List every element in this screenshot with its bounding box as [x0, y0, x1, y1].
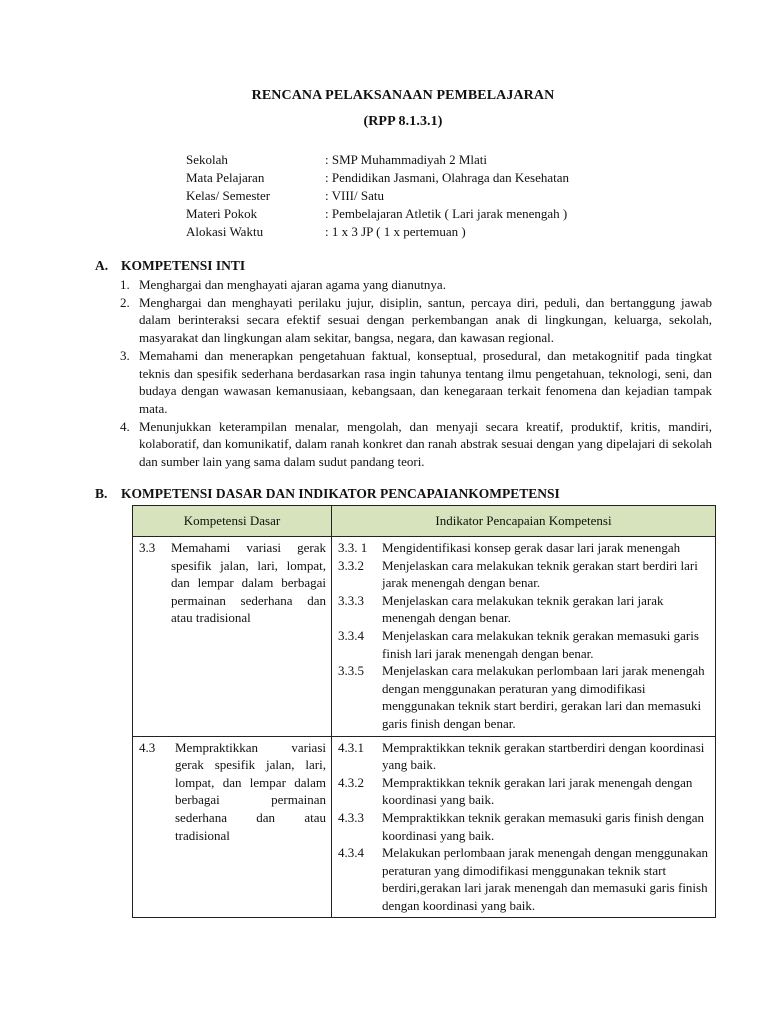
indicator-item [338, 539, 710, 557]
info-value: : 1 x 3 JP ( 1 x pertemuan ) [325, 224, 466, 239]
info-value: : Pembelajaran Atletik ( Lari jarak menengah ) [325, 206, 568, 221]
kd-number: 3.3 [139, 540, 156, 555]
info-label: Sekolah [186, 152, 228, 167]
indicator-item [338, 844, 710, 914]
indicator-number: 3.3.5 [338, 663, 364, 679]
indicator-text: Menjelaskan cara melakukan perlombaan lari jarak menengah dengan menggunakan peraturan yang dimodifikasi menggunakan teknik start berdiri, gerakan lari dan memasuki garis finish dengan benar. [382, 663, 705, 731]
list-item [120, 294, 712, 347]
indicator-text: Mempraktikkan teknik gerakan startberdiri dengan koordinasi yang baik. [382, 739, 705, 773]
indicator-number: 3.3.4 [338, 627, 364, 643]
indicator-text: Mengidentifikasi konsep gerak dasar lari jarak menengah [382, 540, 681, 555]
info-row-class [186, 187, 569, 205]
kompetensi-inti-list [120, 276, 712, 471]
info-row-school [186, 151, 569, 169]
kd-number: 4.3 [139, 739, 156, 755]
identity-block [186, 151, 569, 241]
kd-text: Memahami variasi gerak spesifik jalan, lari, lompat, dan lempar dalam berbagai permainan sederhana dan atau tradisional [171, 540, 326, 626]
indicator-item [338, 627, 710, 662]
list-text: Menghargai dan menghayati perilaku jujur, disiplin, santun, percaya diri, peduli, dan bertanggung jawab dalam berinteraksi secara efektif sesuai dengan perkembangan anak di lingkungan, keluarga, sekolah, masyarakat dan lingkungan alam sekitar, bangsa, negara, dan kawasan regional. [139, 294, 712, 346]
list-text: Memahami dan menerapkan pengetahuan faktual, konseptual, prosedural, dan metakognitif pada tingkat teknis dan spesifik sederhana berdasarkan rasa ingin tahunya tentang ilmu pengetahuan, teknologi, seni, dan budaya dengan wawasan kemanusiaan, kebangsaan, dan kenegaraan terkait fenomena dan kejadian tampak mata. [139, 347, 712, 416]
kd-cell [133, 537, 332, 737]
indicator-number: 3.3. 1 [338, 540, 368, 555]
info-value: : Pendidikan Jasmani, Olahraga dan Kesehatan [325, 170, 570, 185]
table-row [133, 537, 716, 737]
indicator-cell [332, 736, 716, 918]
info-row-time [186, 223, 569, 241]
info-label: Materi Pokok [186, 206, 258, 221]
section-title: KOMPETENSI INTI [121, 258, 246, 273]
info-row-subject [186, 169, 569, 187]
indicator-text: Mempraktikkan teknik gerakan memasuki garis finish dengan koordinasi yang baik. [382, 809, 705, 843]
info-row-topic [186, 205, 569, 223]
section-letter: B. [95, 486, 108, 501]
table-row [133, 736, 716, 918]
indicator-item [338, 592, 710, 627]
indicator-text: Menjelaskan cara melakukan teknik gerakan lari jarak menengah dengan benar. [382, 592, 664, 626]
column-header-indicator: Indikator Pencapaian Kompetensi [332, 506, 716, 537]
info-value: : VIII/ Satu [325, 188, 384, 203]
kd-content [139, 539, 326, 627]
table-header-row [133, 506, 716, 537]
list-number: 3. [120, 347, 130, 363]
list-item [120, 276, 712, 294]
section-b-heading [95, 486, 560, 502]
kd-text: Mempraktikkan variasi gerak spesifik jalan, lari, lompat, dan lempar dalam berbagai permainan sederhana dan atau tradisional [175, 739, 326, 843]
indicator-item [338, 739, 710, 774]
indicator-text: Melakukan perlombaan jarak menengah dengan menggunakan peraturan yang dimodifikasi menggunakan teknik start berdiri,gerakan lari jarak menengah dan memasuki garis finish dengan koordinasi yang baik. [382, 845, 708, 913]
indicator-item [338, 662, 710, 732]
indicator-item [338, 557, 710, 592]
info-label: Mata Pelajaran [186, 170, 265, 185]
indicator-number: 4.3.2 [338, 774, 364, 790]
indicator-cell [332, 537, 716, 737]
info-label: Kelas/ Semester [186, 188, 271, 203]
indicator-text: Menjelaskan cara melakukan teknik gerakan memasuki garis finish lari jarak menengah dengan benar. [382, 627, 699, 661]
indicator-item [338, 809, 710, 844]
document-subtitle: (RPP 8.1.3.1) [363, 114, 443, 129]
indicator-number: 4.3.3 [338, 809, 364, 825]
column-header-kd: Kompetensi Dasar [133, 506, 332, 537]
section-letter: A. [95, 258, 109, 273]
list-item [120, 347, 712, 418]
list-number: 2. [120, 294, 130, 310]
section-title: KOMPETENSI DASAR DAN INDIKATOR PENCAPAIANKOMPETENSI [121, 486, 560, 501]
document-title: RENCANA PELAKSANAAN PEMBELAJARAN [251, 88, 555, 103]
list-text: Menunjukkan keterampilan menalar, mengolah, dan menyaji secara kreatif, produktif, kritis, mandiri, kolaboratif, dan komunikatif, dalam ranah konkret dan ranah abstrak sesuai dengan yang dipelajari di sekolah dan sumber lain yang sama dalam sudut pandang teori. [139, 418, 712, 470]
info-label: Alokasi Waktu [186, 224, 264, 239]
indicator-number: 4.3.4 [338, 845, 364, 861]
info-value: : SMP Muhammadiyah 2 Mlati [325, 152, 488, 167]
kd-indicator-table [132, 505, 716, 918]
indicator-text: Menjelaskan cara melakukan teknik gerakan start berdiri lari jarak menengah dengan benar. [382, 557, 698, 591]
list-text: Menghargai dan menghayati ajaran agama yang dianutnya. [139, 277, 446, 292]
kd-content [139, 739, 326, 845]
indicator-number: 3.3.3 [338, 592, 364, 608]
kd-cell [133, 736, 332, 918]
list-item [120, 418, 712, 471]
list-number: 4. [120, 418, 130, 434]
indicator-number: 3.3.2 [338, 557, 364, 573]
section-a-heading [95, 258, 245, 274]
indicator-item [338, 774, 710, 809]
indicator-number: 4.3.1 [338, 739, 364, 755]
indicator-text: Mempraktikkan teknik gerakan lari jarak menengah dengan koordinasi yang baik. [382, 774, 693, 808]
list-number: 1. [120, 277, 130, 292]
